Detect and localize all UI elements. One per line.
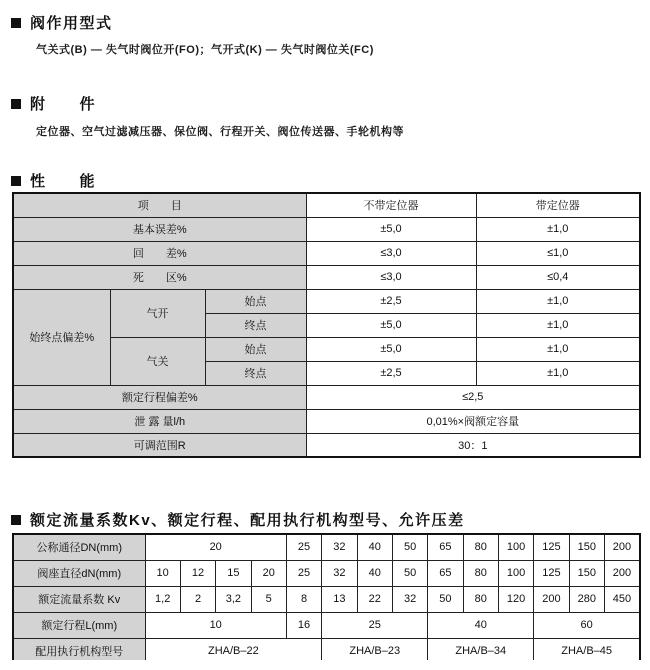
flow-row-seat-diameter [13, 560, 640, 586]
air-open-label: 气开 [110, 289, 205, 337]
kv-value: 450 [604, 586, 640, 612]
seat-value: 20 [251, 560, 286, 586]
seat-diameter-label: 阀座直径dN(mm) [13, 560, 145, 586]
open-start-with: ±1,0 [476, 289, 640, 313]
flow-row-dn [13, 534, 640, 560]
actuator-label: 配用执行机构型号 [13, 638, 145, 660]
seat-value: 50 [392, 560, 427, 586]
seat-value: 200 [604, 560, 640, 586]
leakage-value: 0,01%×阀额定容量 [306, 409, 640, 433]
actuator-model: ZHA/B–45 [534, 638, 640, 660]
flow-row-travel [13, 612, 640, 638]
flow-row-kv [13, 586, 640, 612]
square-bullet-icon [11, 99, 21, 109]
perf-header-item: 项 目 [13, 193, 306, 217]
rangeability-value: 30：1 [306, 433, 640, 457]
perf-row-basic-error [13, 217, 640, 241]
perf-header-with-positioner: 带定位器 [476, 193, 640, 217]
section-title: 附 件 [30, 96, 97, 113]
kv-value: 200 [534, 586, 569, 612]
section-heading-accessories [11, 93, 96, 114]
kv-value: 5 [251, 586, 286, 612]
dn-value: 65 [428, 534, 463, 560]
open-end-no: ±5,0 [306, 313, 476, 337]
endpoint-deviation-label: 始终点偏差% [13, 289, 110, 385]
close-start-with: ±1,0 [476, 337, 640, 361]
dead-band-with: ≤0,4 [476, 265, 640, 289]
seat-value: 100 [498, 560, 533, 586]
section-heading-performance [11, 170, 96, 191]
dn-value: 80 [463, 534, 498, 560]
dead-band-label: 死 区% [13, 265, 306, 289]
travel-value: 40 [428, 612, 534, 638]
basic-error-no: ±5,0 [306, 217, 476, 241]
close-end-with: ±1,0 [476, 361, 640, 385]
section-title: 阀作用型式 [30, 15, 113, 32]
section-heading-valve-action [11, 12, 113, 33]
end-point-label: 终点 [205, 361, 306, 385]
dn-value: 200 [604, 534, 640, 560]
end-point-label: 终点 [205, 313, 306, 337]
square-bullet-icon [11, 18, 21, 28]
perf-row-hysteresis [13, 241, 640, 265]
seat-value: 25 [286, 560, 321, 586]
kv-label: 额定流量系数 Kv [13, 586, 145, 612]
kv-value: 32 [392, 586, 427, 612]
seat-value: 125 [534, 560, 569, 586]
dn-value: 40 [357, 534, 392, 560]
kv-value: 120 [498, 586, 533, 612]
perf-row-travel-deviation [13, 385, 640, 409]
dn-value: 20 [145, 534, 286, 560]
kv-value: 1,2 [145, 586, 180, 612]
travel-value: 60 [534, 612, 640, 638]
dn-value: 100 [498, 534, 533, 560]
perf-row-rangeability [13, 433, 640, 457]
dn-value: 25 [286, 534, 321, 560]
perf-header-no-positioner: 不带定位器 [306, 193, 476, 217]
section-heading-flow [11, 509, 465, 530]
start-point-label: 始点 [205, 337, 306, 361]
performance-table [12, 192, 641, 458]
dn-value: 150 [569, 534, 604, 560]
perf-header-row [13, 193, 640, 217]
flow-table [12, 533, 641, 660]
actuator-model: ZHA/B–23 [322, 638, 428, 660]
flow-table-clip [12, 533, 643, 660]
dn-label: 公称通径DN(mm) [13, 534, 145, 560]
valve-action-text: 气关式(B) — 失气时阀位开(FO)；气开式(K) — 失气时阀位关(FC) [36, 44, 374, 56]
square-bullet-icon [11, 176, 21, 186]
basic-error-label: 基本误差% [13, 217, 306, 241]
section-title: 额定流量系数Kv、额定行程、配用执行机构型号、允许压差 [30, 512, 465, 529]
kv-value: 280 [569, 586, 604, 612]
accessories-text: 定位器、空气过滤减压器、保位阀、行程开关、阀位传送器、手轮机构等 [36, 126, 404, 138]
seat-value: 32 [322, 560, 357, 586]
seat-value: 12 [180, 560, 215, 586]
open-end-with: ±1,0 [476, 313, 640, 337]
travel-label: 额定行程L(mm) [13, 612, 145, 638]
kv-value: 8 [286, 586, 321, 612]
travel-deviation-label: 额定行程偏差% [13, 385, 306, 409]
kv-value: 3,2 [216, 586, 251, 612]
actuator-model: ZHA/B–22 [145, 638, 322, 660]
square-bullet-icon [11, 515, 21, 525]
kv-value: 22 [357, 586, 392, 612]
hysteresis-label: 回 差% [13, 241, 306, 265]
seat-value: 15 [216, 560, 251, 586]
dn-value: 50 [392, 534, 427, 560]
kv-value: 13 [322, 586, 357, 612]
actuator-model: ZHA/B–34 [428, 638, 534, 660]
dead-band-no: ≤3,0 [306, 265, 476, 289]
hysteresis-no: ≤3,0 [306, 241, 476, 265]
seat-value: 65 [428, 560, 463, 586]
start-point-label: 始点 [205, 289, 306, 313]
leakage-label: 泄 露 量l/h [13, 409, 306, 433]
open-start-no: ±2,5 [306, 289, 476, 313]
hysteresis-with: ≤1,0 [476, 241, 640, 265]
seat-value: 80 [463, 560, 498, 586]
travel-value: 16 [286, 612, 321, 638]
dn-value: 125 [534, 534, 569, 560]
air-close-label: 气关 [110, 337, 205, 385]
kv-value: 80 [463, 586, 498, 612]
kv-value: 50 [428, 586, 463, 612]
section-title: 性 能 [30, 173, 97, 190]
rangeability-label: 可调范围R [13, 433, 306, 457]
travel-value: 10 [145, 612, 286, 638]
seat-value: 150 [569, 560, 604, 586]
flow-row-actuator [13, 638, 640, 660]
perf-row-open-start [13, 289, 640, 313]
perf-row-dead-band [13, 265, 640, 289]
travel-deviation-value: ≤2,5 [306, 385, 640, 409]
travel-value: 25 [322, 612, 428, 638]
close-end-no: ±2,5 [306, 361, 476, 385]
perf-row-leakage [13, 409, 640, 433]
seat-value: 40 [357, 560, 392, 586]
close-start-no: ±5,0 [306, 337, 476, 361]
kv-value: 2 [180, 586, 215, 612]
dn-value: 32 [322, 534, 357, 560]
basic-error-with: ±1,0 [476, 217, 640, 241]
seat-value: 10 [145, 560, 180, 586]
